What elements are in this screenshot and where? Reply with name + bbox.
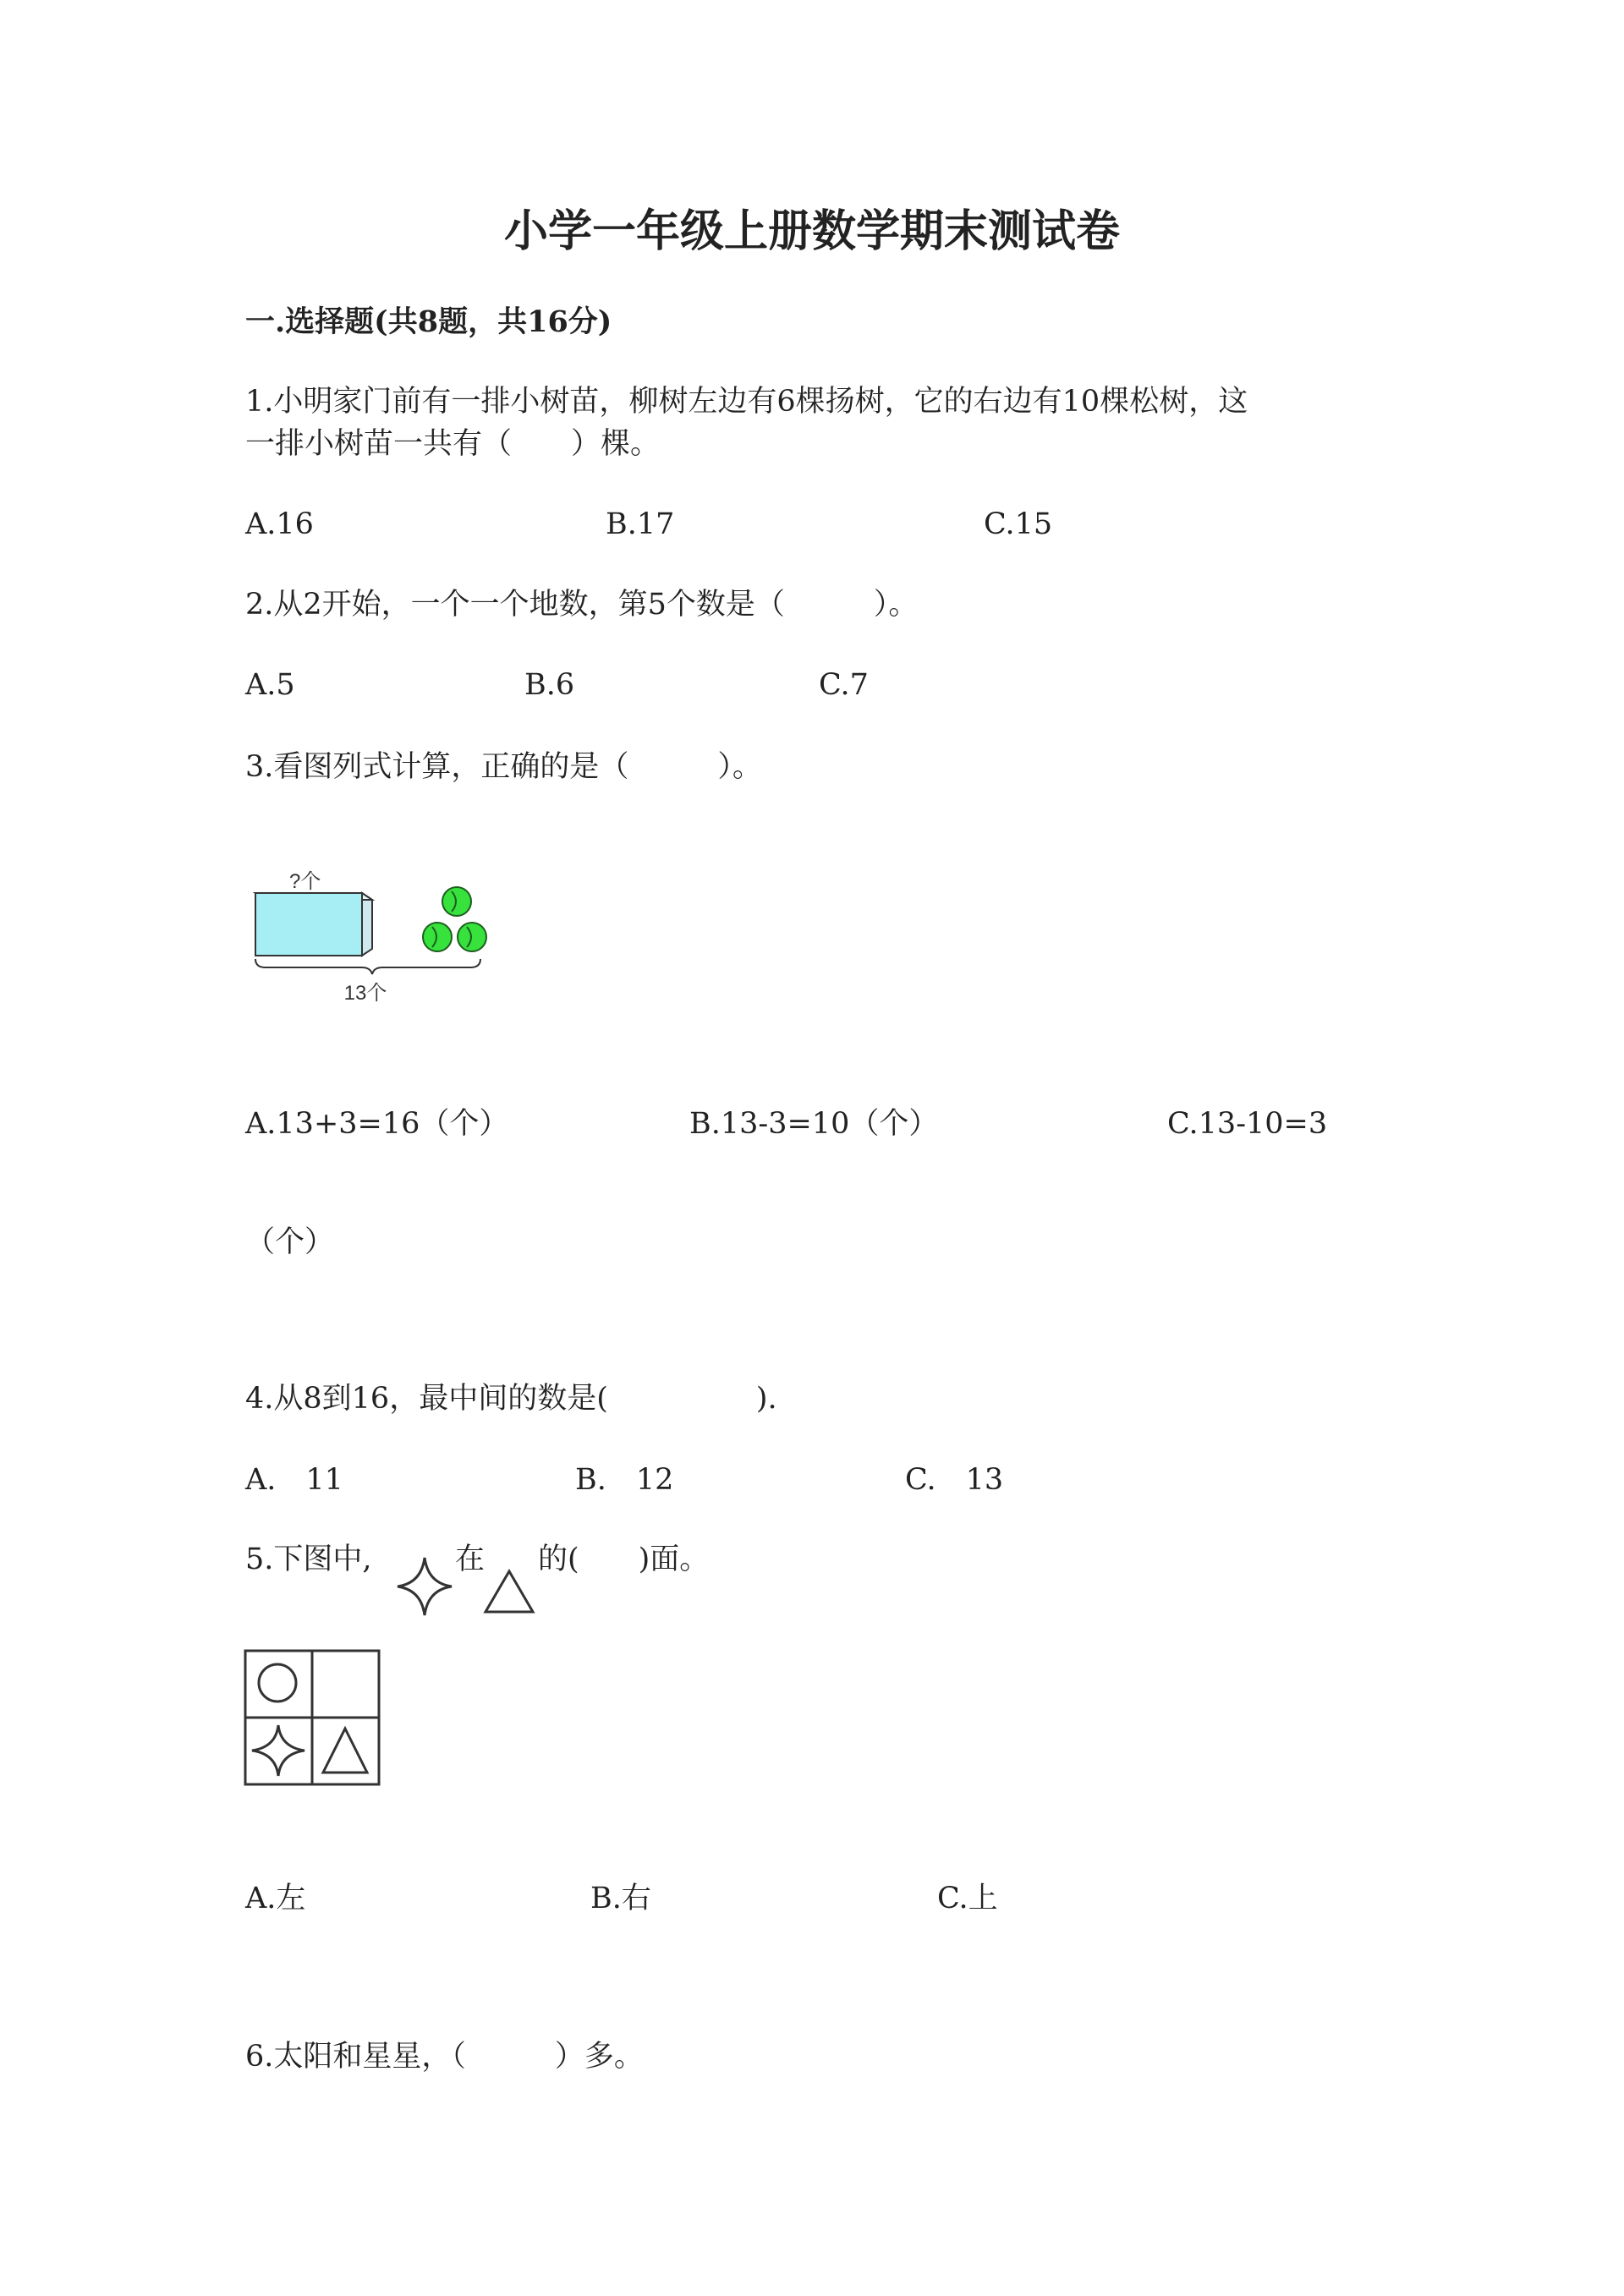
ball-icon xyxy=(458,923,486,951)
question-3-option-c-wrap: （个） xyxy=(245,1225,335,1259)
question-2-option-b: B.6 xyxy=(524,668,575,702)
question-5-option-a: A.左 xyxy=(245,1882,306,1915)
triangle-icon xyxy=(482,1568,536,1615)
question-4-option-c: C. 13 xyxy=(905,1463,1004,1497)
question-1-option-b: B.17 xyxy=(606,507,675,541)
question-5-prefix: 5.下图中, xyxy=(245,1543,372,1576)
question-3-option-a: A.13+3=16（个） xyxy=(245,1107,509,1141)
section-heading: 一.选择题(共8题，共16分) xyxy=(245,304,612,339)
question-5-option-b: B.右 xyxy=(590,1882,651,1915)
brace-line xyxy=(255,959,480,974)
question-3-figure xyxy=(245,863,499,1015)
question-1-line-1: 1.小明家门前有一排小树苗，柳树左边有6棵扬树，它的右边有10棵松树，这 xyxy=(245,385,1248,419)
question-1-option-c: C.15 xyxy=(984,507,1053,541)
box-side xyxy=(362,893,372,956)
question-3-option-c: C.13-10=3 xyxy=(1167,1107,1328,1141)
question-5-suffix: 的( )面。 xyxy=(538,1543,710,1576)
question-5-grid-figure xyxy=(244,1649,382,1788)
question-2-text: 2.从2开始，一个一个地数，第5个数是（ ）。 xyxy=(245,588,919,622)
figure-top-label: ?个 xyxy=(289,870,321,893)
figure-bottom-label: 13个 xyxy=(343,982,387,1005)
question-1-option-a: A.16 xyxy=(245,507,314,541)
star-icon xyxy=(394,1554,455,1619)
question-5-middle: 在 xyxy=(455,1543,486,1576)
question-2-option-a: A.5 xyxy=(245,668,295,702)
question-4-text: 4.从8到16，最中间的数是( ). xyxy=(245,1382,777,1416)
question-3-option-b: B.13-3=10（个） xyxy=(689,1107,939,1141)
ball-icon xyxy=(442,887,471,916)
question-4-option-a: A. 11 xyxy=(245,1463,343,1497)
question-6-text: 6.太阳和星星，（ ）多。 xyxy=(245,2040,644,2074)
box-front xyxy=(255,893,362,956)
ball-icon xyxy=(423,923,452,951)
question-2-option-c: C.7 xyxy=(819,668,869,702)
question-4-option-b: B. 12 xyxy=(575,1463,674,1497)
question-1-line-2: 一排小树苗一共有（ ）棵。 xyxy=(245,427,661,461)
question-5-option-c: C.上 xyxy=(937,1882,998,1915)
page-title: 小学一年级上册数学期末测试卷 xyxy=(503,205,1120,257)
question-3-text: 3.看图列式计算，正确的是（ ）。 xyxy=(245,750,762,784)
